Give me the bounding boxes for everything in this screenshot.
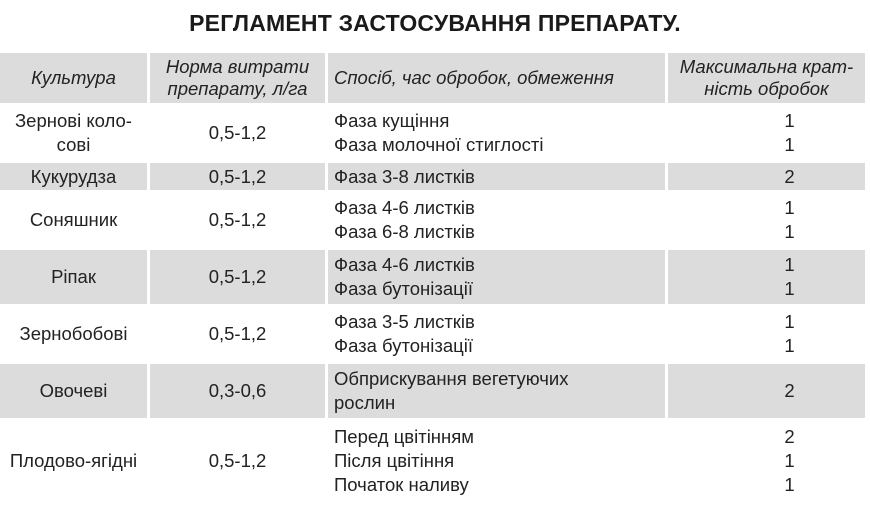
norm-cell (150, 193, 328, 247)
crop-name: сові (56, 134, 91, 155)
norm-value: 0,5-1,2 (208, 323, 267, 344)
method-item: Початок наливу (334, 474, 469, 495)
count-value: 2 (784, 380, 795, 401)
norm-cell (150, 364, 328, 418)
count-value: 1 (784, 311, 795, 332)
method-cell (328, 421, 668, 501)
crop-name: Овочеві (39, 380, 108, 401)
method-item: Фаза 4-6 листків (334, 254, 475, 275)
count-value: 1 (784, 450, 795, 471)
table-row (0, 106, 865, 160)
count-cell (668, 307, 865, 361)
crop-name: Соняшник (29, 209, 118, 230)
count-cell (668, 106, 865, 160)
crop-cell (0, 250, 150, 304)
norm-cell (150, 421, 328, 501)
method-item: Фаза 3-8 листків (334, 165, 475, 187)
norm-cell (150, 163, 328, 190)
method-cell (328, 193, 668, 247)
count-cell (668, 193, 865, 247)
count-value: 1 (784, 474, 795, 495)
method-item: рослин (334, 392, 396, 413)
method-item: Фаза бутонізації (334, 335, 473, 356)
norm-cell (150, 307, 328, 361)
norm-value: 0,5-1,2 (208, 209, 267, 230)
crop-name: Кукурудза (30, 165, 117, 187)
header-count-line2: ність обробок (704, 78, 829, 99)
method-item: Фаза молочної стиглості (334, 134, 544, 155)
count-value: 1 (784, 254, 795, 275)
crop-name: Зернові коло- (15, 110, 132, 131)
method-item: Після цвітіння (334, 450, 455, 471)
count-cell (668, 421, 865, 501)
count-cell (668, 364, 865, 418)
count-value: 1 (784, 221, 795, 242)
count-cell (668, 250, 865, 304)
method-cell (328, 364, 668, 418)
method-item: Фаза 4-6 листків (334, 197, 475, 218)
table-row (0, 163, 865, 190)
count-value: 1 (784, 278, 795, 299)
method-item: Фаза кущіння (334, 110, 450, 131)
header-count-line1: Максимальна крат- (679, 56, 854, 77)
count-value: 1 (784, 110, 795, 131)
norm-value: 0,5-1,2 (208, 450, 267, 471)
table-row (0, 193, 865, 247)
crop-cell (0, 193, 150, 247)
header-method: Спосіб, час обробок, обмеження (328, 53, 668, 103)
table-body (0, 106, 865, 501)
method-cell (328, 307, 668, 361)
norm-value: 0,5-1,2 (208, 122, 267, 143)
count-value: 2 (784, 165, 795, 187)
count-value: 2 (784, 426, 795, 447)
method-item: Обприскування вегетуючих (334, 368, 569, 389)
method-item: Фаза 6-8 листків (334, 221, 475, 242)
method-cell (328, 163, 668, 190)
count-value: 1 (784, 197, 795, 218)
norm-cell (150, 250, 328, 304)
norm-value: 0,3-0,6 (208, 380, 267, 401)
header-crop: Культура (0, 53, 150, 103)
crop-name: Ріпак (51, 266, 96, 287)
crop-cell (0, 421, 150, 501)
header-norm-line2: препарату, л/га (167, 78, 308, 99)
table-row (0, 421, 865, 501)
crop-cell (0, 364, 150, 418)
header-norm-line1: Норма витрати (165, 56, 310, 77)
crop-cell (0, 163, 150, 190)
table-row (0, 307, 865, 361)
count-value: 1 (784, 335, 795, 356)
count-value: 1 (784, 134, 795, 155)
crop-name: Плодово-ягідні (9, 450, 138, 471)
norm-cell (150, 106, 328, 160)
method-cell (328, 106, 668, 160)
method-item: Фаза 3-5 листків (334, 311, 475, 332)
header-count (668, 53, 865, 103)
crop-name: Зернобобові (19, 323, 128, 344)
norm-value: 0,5-1,2 (208, 266, 267, 287)
method-item: Фаза бутонізації (334, 278, 473, 299)
method-cell (328, 250, 668, 304)
regulation-table (0, 50, 865, 504)
table-row (0, 250, 865, 304)
norm-value: 0,5-1,2 (208, 165, 267, 187)
method-item: Перед цвітінням (334, 426, 474, 447)
table-row (0, 364, 865, 418)
table-header-row (0, 53, 865, 103)
crop-cell (0, 106, 150, 160)
document-title: РЕГЛАМЕНТ ЗАСТОСУВАННЯ ПРЕПАРАТУ. (189, 10, 681, 36)
count-cell (668, 163, 865, 190)
crop-cell (0, 307, 150, 361)
header-norm (150, 53, 328, 103)
